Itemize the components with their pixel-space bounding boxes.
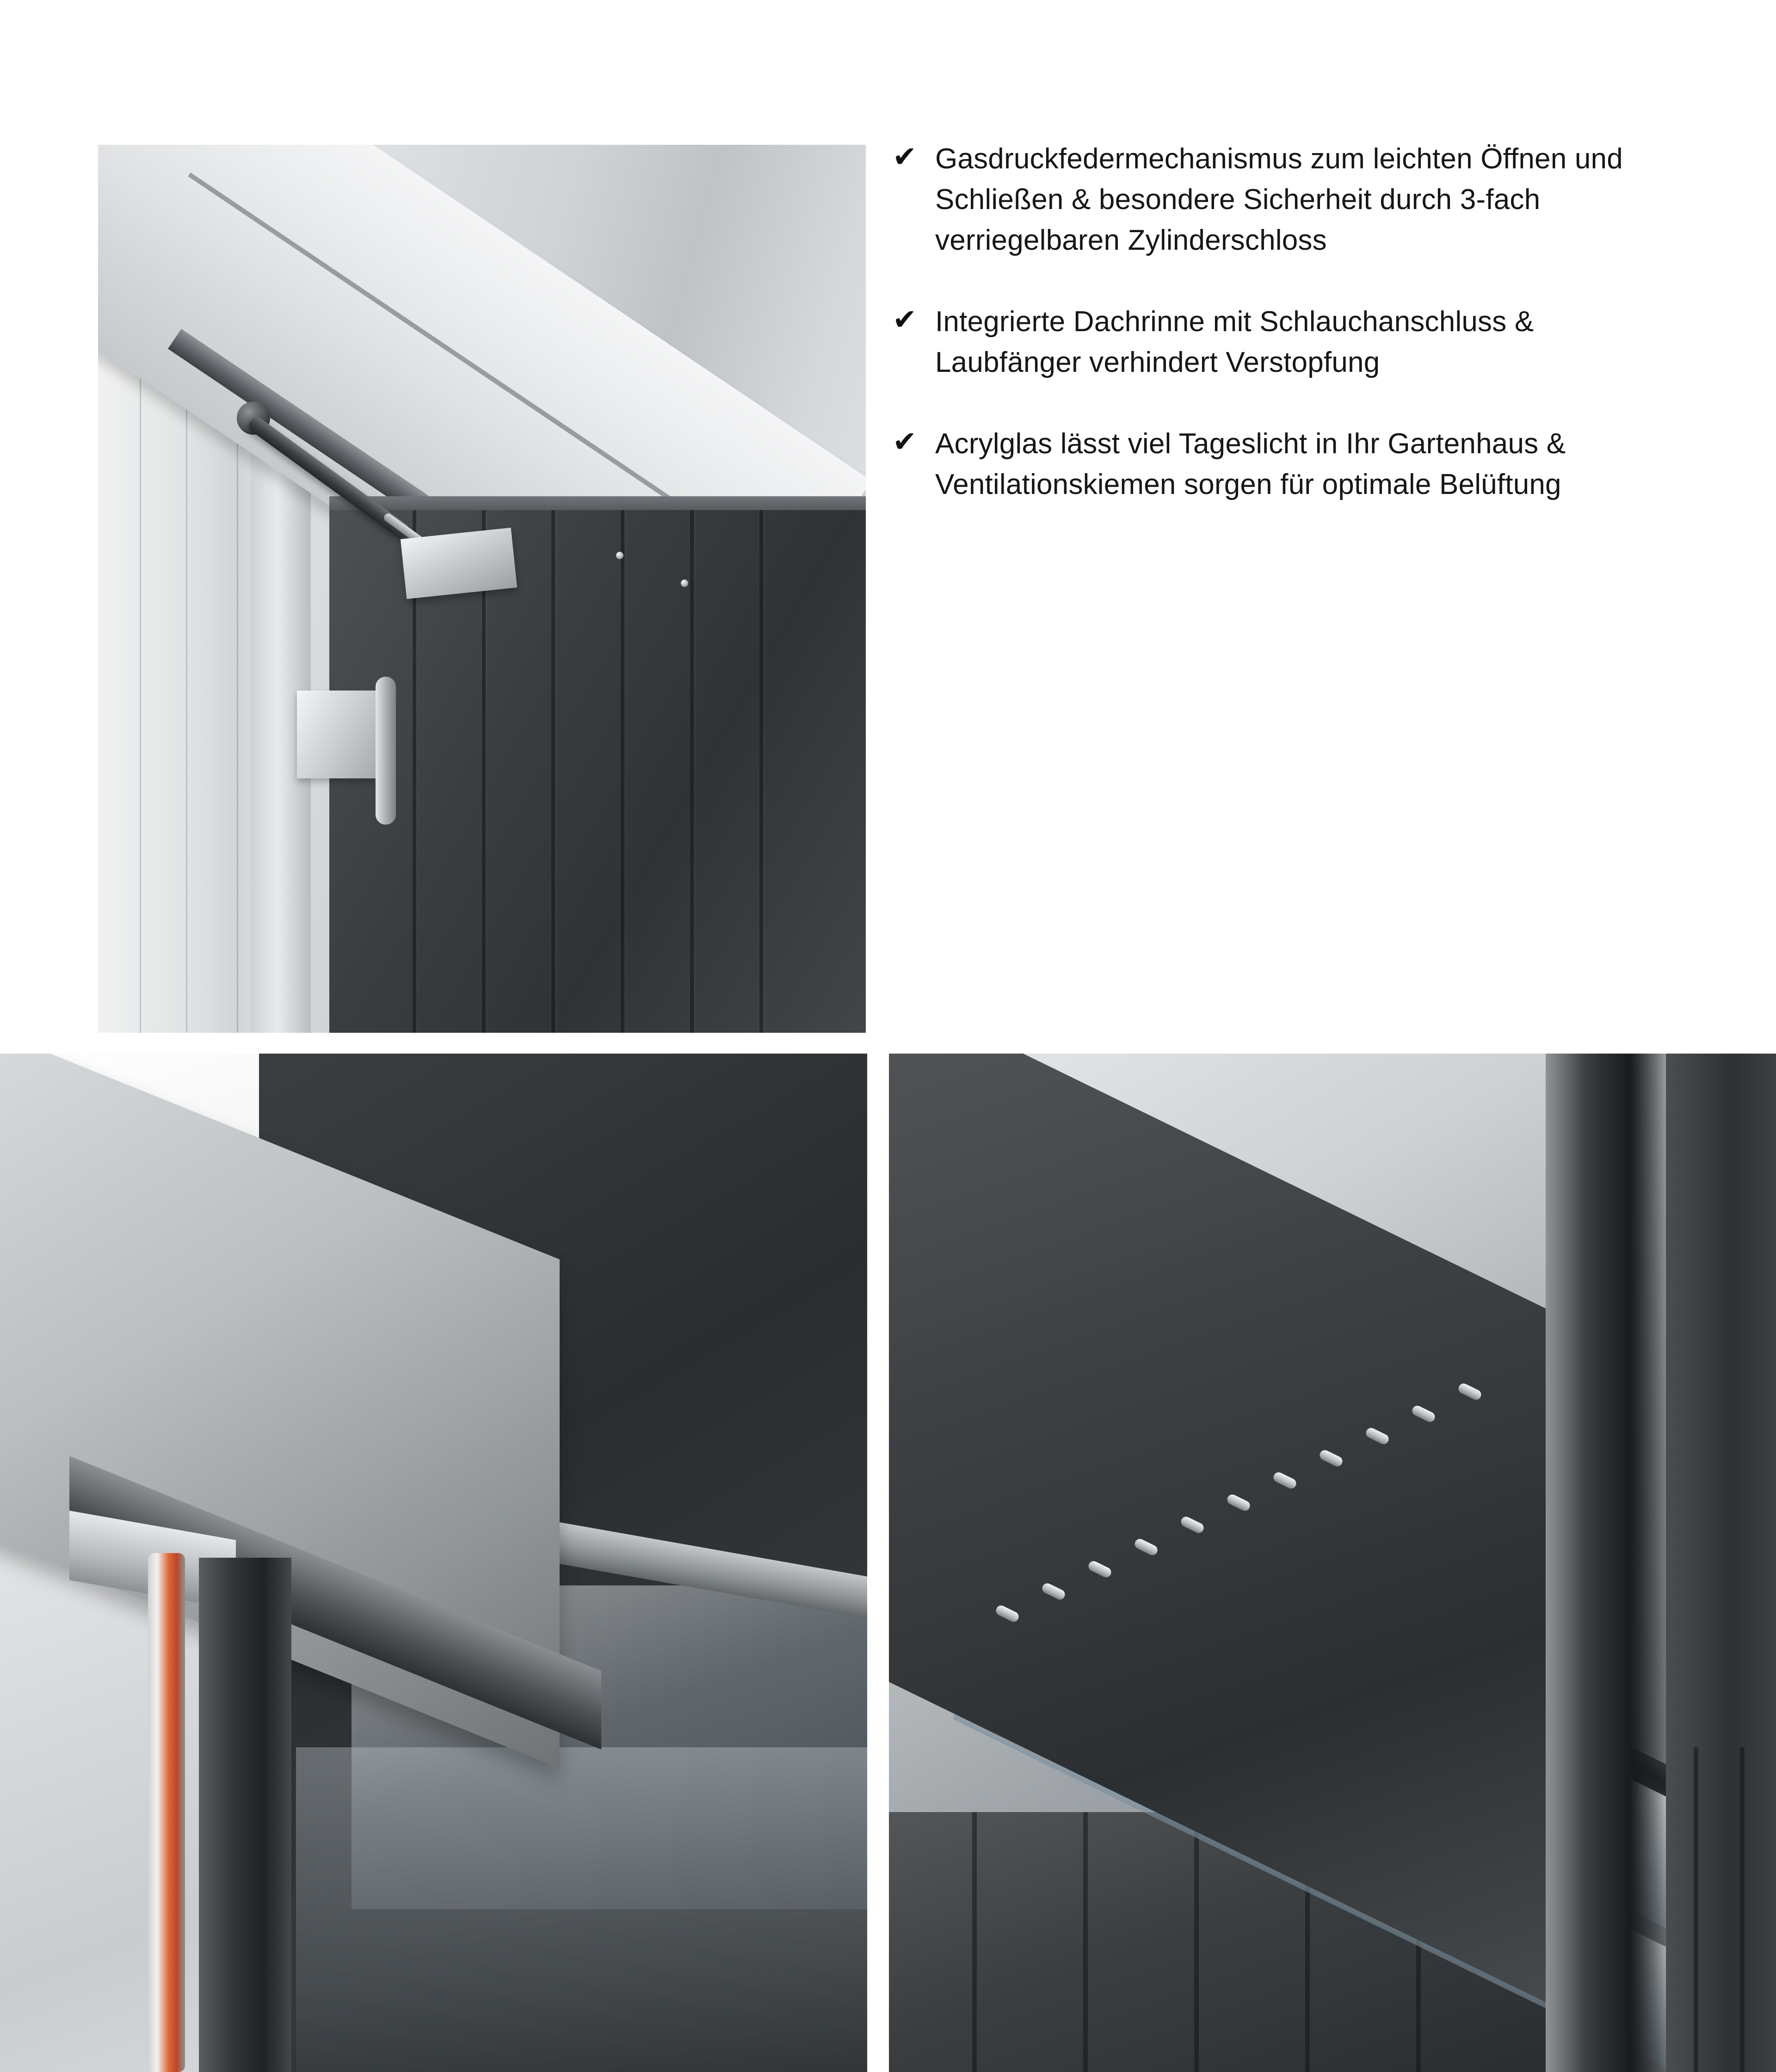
feature-text: Gasdruckfedermechanismus zum leichten Öffnen und Schließen & besondere Sicherheit durch 3-fach verriegelbaren Zylinderschloss — [935, 143, 1623, 257]
feature-item-acrylic-glass — [893, 424, 1660, 505]
downpipe-hose — [148, 1553, 185, 2072]
check-icon: ✔ — [893, 302, 917, 337]
feature-item-gas-spring — [893, 139, 1660, 261]
photo-acrylic-ventilation — [889, 1054, 1776, 2072]
acrylic-glass-pane-lower — [296, 1747, 867, 2072]
hinge-pin — [376, 677, 396, 825]
check-icon: ✔ — [893, 140, 917, 173]
gas-spring-bracket — [401, 528, 517, 599]
feature-text: Acrylglas lässt viel Tageslicht in Ihr Gartenhaus & Ventilationskiemen sorgen für optimale Belüftung — [935, 428, 1566, 501]
hinge-plate — [297, 691, 376, 778]
feature-list — [893, 139, 1660, 505]
right-wall — [1666, 1054, 1776, 2072]
feature-text: Integrierte Dachrinne mit Schlauchanschluss & Laubfänger verhindert Verstopfung — [935, 306, 1534, 379]
corner-post-shading — [1546, 1054, 1666, 2072]
corner-post — [199, 1558, 291, 2072]
photo-gas-spring-hinge — [98, 145, 866, 1033]
feature-item-gutter — [893, 302, 1660, 383]
check-icon: ✔ — [893, 425, 917, 459]
photo-gutter-hose — [0, 1054, 867, 2072]
